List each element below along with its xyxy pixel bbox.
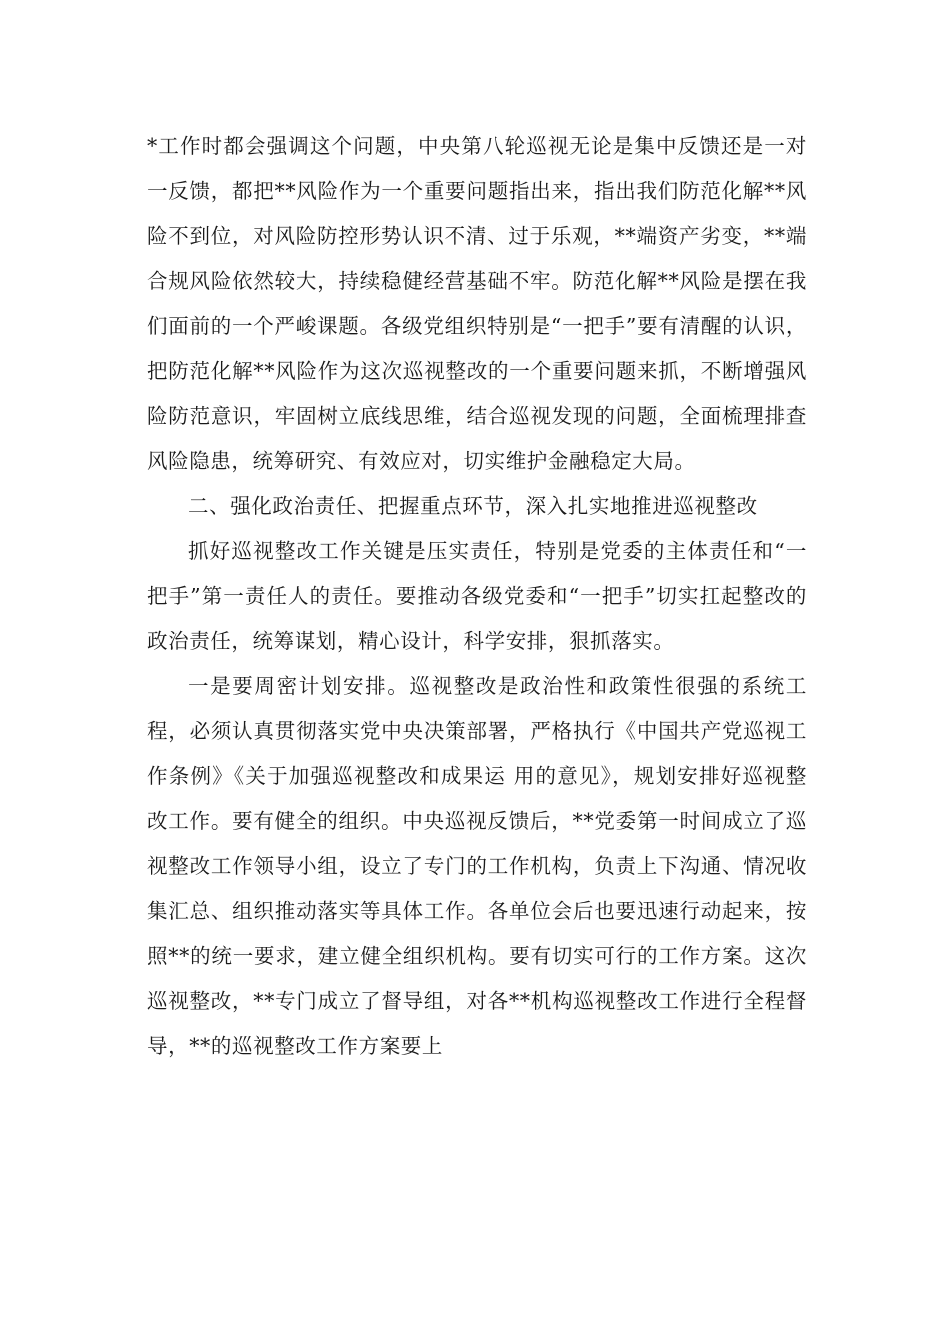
paragraph-planning: 一是要周密计划安排。巡视整改是政治性和政策性很强的系统工程，必须认真贯彻落实党中央决策部署，严格执行《中国共产党巡视工作条例》《关于加强巡视整改和成果运 用的意见》，规划安排好巡视整改工作。要有健全的组织。中央巡视反馈后，**党委第一时间成立了巡视整改工作领导小组，设立了专门的工作机构，负责上下沟通、情况收集汇总、组织推动落实等具体工作。各单位会后也要迅速行动起来，按照**的统一要求，建立健全组织机构。要有切实可行的工作方案。这次巡视整改，**专门成立了督导组，对各**机构巡视整改工作进行全程督导，**的巡视整改工作方案要上	[147, 674, 807, 1058]
document-body	[147, 124, 807, 1069]
paragraph-risk-prevention: *工作时都会强调这个问题，中央第八轮巡视无论是集中反馈还是一对一反馈，都把**风险作为一个重要问题指出来，指出我们防范化解**风险不到位，对风险防控形势认识不清、过于乐观，**端资产劣变，**端合规风险依然较大，持续稳健经营基础不牢。防范化解**风险是摆在我们面前的一个严峻课题。各级党组织特别是“一把手”要有清醒的认识，把防范化解**风险作为这次巡视整改的一个重要问题来抓，不断增强风险防范意识，牢固树立底线思维，结合巡视发现的问题，全面梳理排查风险隐患，统筹研究、有效应对，切实维护金融稳定大局。	[147, 134, 807, 473]
section-heading-two: 二、强化政治责任、把握重点环节，深入扎实地推进巡视整改	[188, 494, 758, 518]
paragraph-responsibility: 抓好巡视整改工作关键是压实责任，特别是党委的主体责任和“一把手”第一责任人的责任。要推动各级党委和“一把手”切实扛起整改的政治责任，统筹谋划，精心设计，科学安排，狠抓落实。	[147, 539, 807, 653]
